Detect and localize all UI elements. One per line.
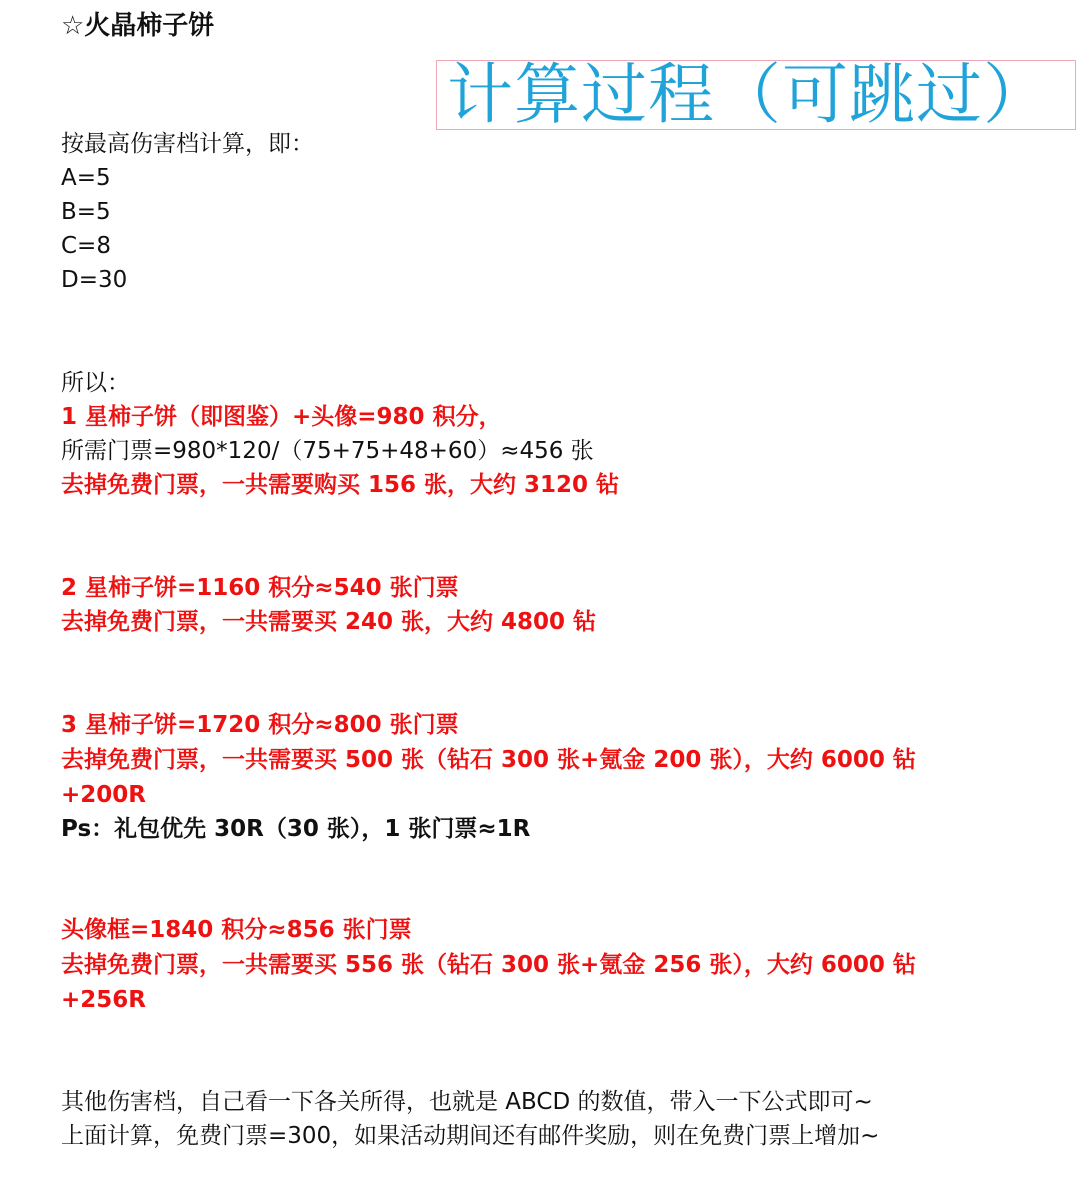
star2-line1: 2 星柿子饼=1160 积分≈540 张门票 [61,575,459,601]
footer-line2: 上面计算，免费门票=300，如果活动期间还有邮件奖励，则在免费门票上增加~ [61,1123,880,1149]
star1-line1: 1 星柿子饼（即图鉴）+头像=980 积分， [61,404,502,430]
value-d: D=30 [61,267,128,293]
banner-text: 计算过程（可跳过） [447,60,1050,130]
intro-heading: 按最高伤害档计算，即： [61,131,314,157]
star3-ps: Ps：礼包优先 30R（30 张），1 张门票≈1R [61,816,531,842]
footer-line1: 其他伤害档，自己看一下各关所得，也就是 ABCD 的数值，带入一下公式即可~ [61,1089,873,1115]
value-a: A=5 [61,165,111,191]
frame-line3: +256R [61,987,146,1013]
document-title: ☆火晶柿子饼 [61,11,215,41]
star3-line2: 去掉免费门票，一共需要买 500 张（钻石 300 张+氪金 200 张），大约 6000 钻 [61,747,916,773]
value-b: B=5 [61,199,111,225]
star1-line3: 去掉免费门票，一共需要购买 156 张，大约 3120 钻 [61,472,620,498]
so-label: 所以： [61,370,130,396]
star3-line3: +200R [61,782,146,808]
value-c: C=8 [61,233,111,259]
star2-line2: 去掉免费门票，一共需要买 240 张，大约 4800 钻 [61,609,597,635]
frame-line2: 去掉免费门票，一共需要买 556 张（钻石 300 张+氪金 256 张），大约 6000 钻 [61,952,916,978]
star1-line2: 所需门票=980*120/（75+75+48+60）≈456 张 [61,438,594,464]
frame-line1: 头像框=1840 积分≈856 张门票 [61,917,412,943]
star3-line1: 3 星柿子饼=1720 积分≈800 张门票 [61,712,459,738]
banner-box [436,60,1076,130]
